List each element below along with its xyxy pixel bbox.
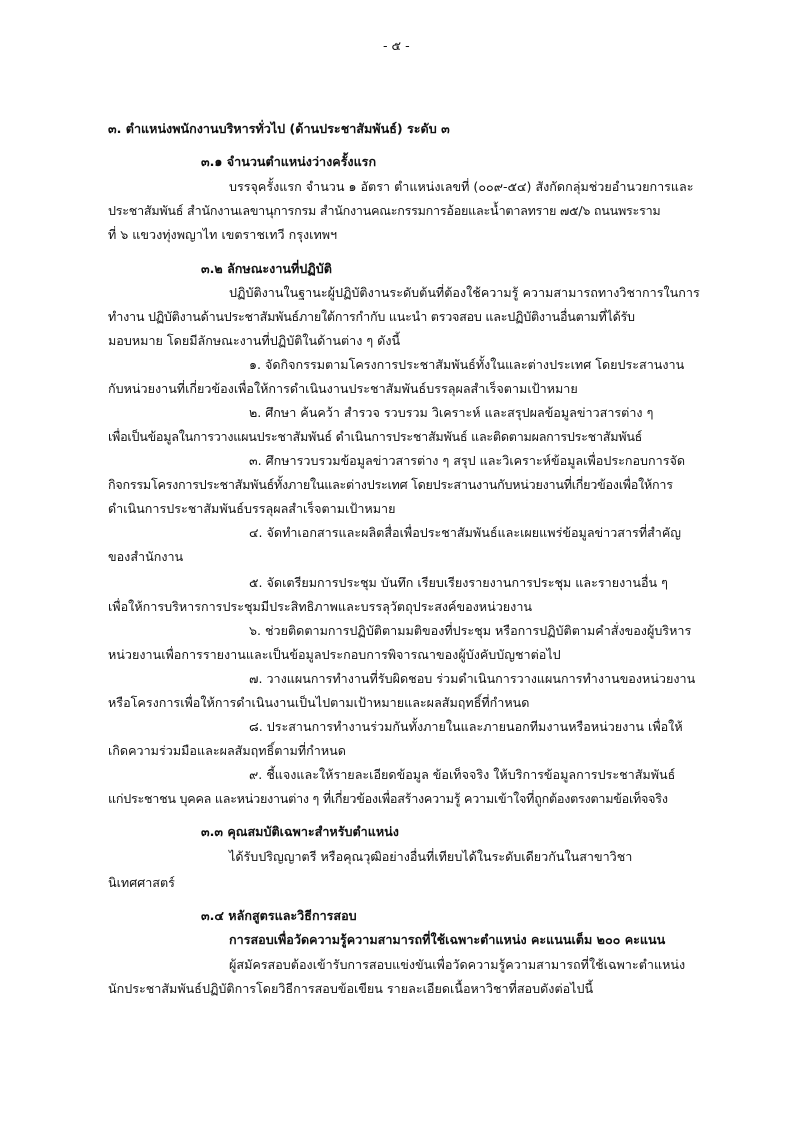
paragraph-line: ทำงาน ปฏิบัติงานด้านประชาสัมพันธ์ภายใต้การกำกับ แนะนำ ตรวจสอบ และปฏิบัติงานอื่นตามที่ได้รับ bbox=[108, 309, 635, 324]
list-item-continuation: กับหน่วยงานที่เกี่ยวข้องเพื่อให้การดำเนินงานประชาสัมพันธ์บรรลุผลสำเร็จตามเป้าหมาย bbox=[108, 381, 578, 396]
subsection-title-3-2: ๓.๒ ลักษณะงานที่ปฏิบัติ bbox=[201, 261, 332, 276]
list-item-continuation: หน่วยงานเพื่อการรายงานและเป็นข้อมูลประกอบการพิจารณาของผู้บังคับบัญชาต่อไป bbox=[108, 647, 561, 662]
paragraph-line: ผู้สมัครสอบต้องเข้ารับการสอบแข่งขันเพื่อวัดความรู้ความสามารถที่ใช้เฉพาะตำแหน่ง bbox=[229, 957, 686, 972]
paragraph-line: นิเทศศาสตร์ bbox=[108, 875, 175, 890]
list-item: ๗. วางแผนการทำงานที่รับผิดชอบ ร่วมดำเนินการวางแผนการทำงานของหน่วยงาน bbox=[249, 671, 696, 686]
section-heading: ๓. ตำแหน่งพนักงานบริหารทั่วไป (ด้านประชาสัมพันธ์) ระดับ ๓ bbox=[108, 121, 450, 136]
list-item: ๓. ศึกษารวบรวมข้อมูลข่าวสารต่าง ๆ สรุป และวิเคราะห์ข้อมูลเพื่อประกอบการจัด bbox=[249, 453, 686, 468]
list-item-continuation: หรือโครงการเพื่อให้การดำเนินงานเป็นไปตามเป้าหมายและผลสัมฤทธิ์ที่กำหนด bbox=[108, 695, 530, 710]
subsection-title-3-1: ๓.๑ จำนวนตำแหน่งว่างครั้งแรก bbox=[201, 154, 377, 169]
list-item: ๘. ประสานการทำงานร่วมกันทั้งภายในและภายนอกทีมงานหรือหน่วยงาน เพื่อให้ bbox=[249, 719, 683, 734]
subsection-title-3-3: ๓.๓ คุณสมบัติเฉพาะสำหรับตำแหน่ง bbox=[201, 824, 399, 839]
list-item-continuation: ของสำนักงาน bbox=[108, 549, 184, 564]
exam-subheading: การสอบเพื่อวัดความรู้ความสามารถที่ใช้เฉพาะตำแหน่ง คะแนนเต็ม ๒๐๐ คะแนน bbox=[229, 932, 666, 947]
list-item: ๖. ช่วยติดตามการปฏิบัติตามมติของที่ประชุม หรือการปฏิบัติตามคำสั่งของผู้บริหาร bbox=[249, 623, 692, 638]
list-item: ๙. ชี้แจงและให้รายละเอียดข้อมูล ข้อเท็จจริง ให้บริการข้อมูลการประชาสัมพันธ์ bbox=[249, 767, 676, 782]
list-item-continuation: เกิดความร่วมมือและผลสัมฤทธิ์ตามที่กำหนด bbox=[108, 743, 346, 758]
subsection-title-3-4: ๓.๔ หลักสูตรและวิธีการสอบ bbox=[201, 908, 357, 923]
list-item-continuation: เพื่อเป็นข้อมูลในการวางแผนประชาสัมพันธ์ ดำเนินการประชาสัมพันธ์ และติดตามผลการประชาสัมพันธ์ bbox=[108, 429, 643, 444]
page-number: - ๕ - bbox=[383, 38, 410, 53]
list-item: ๕. จัดเตรียมการประชุม บันทึก เรียบเรียงรายงานการประชุม และรายงานอื่น ๆ bbox=[249, 575, 668, 590]
paragraph-line: ปฏิบัติงานในฐานะผู้ปฏิบัติงานระดับต้นที่ต้องใช้ความรู้ ความสามารถทางวิชาการในการ bbox=[229, 285, 700, 300]
list-item: ๔. จัดทำเอกสารและผลิตสื่อเพื่อประชาสัมพันธ์และเผยแพร่ข้อมูลข่าวสารที่สำคัญ bbox=[249, 525, 682, 540]
list-item: ๒. ศึกษา ค้นคว้า สำรวจ รวบรวม วิเคราะห์ และสรุปผลข้อมูลข่าวสารต่าง ๆ bbox=[249, 405, 654, 420]
paragraph-line: มอบหมาย โดยมีลักษณะงานที่ปฏิบัติในด้านต่าง ๆ ดังนี้ bbox=[108, 333, 401, 348]
list-item-continuation: กิจกรรมโครงการประชาสัมพันธ์ทั้งภายในและต่างประเทศ โดยประสานงานกับหน่วยงานที่เกี่ยวข้องเพื่อให้การ bbox=[108, 477, 673, 492]
paragraph-line: ที่ ๖ แขวงทุ่งพญาไท เขตราชเทวี กรุงเทพฯ bbox=[108, 227, 338, 242]
paragraph-line: นักประชาสัมพันธ์ปฏิบัติการโดยวิธีการสอบข้อเขียน รายละเอียดเนื้อหาวิชาที่สอบดังต่อไปนี้ bbox=[108, 981, 594, 996]
paragraph-line: ได้รับปริญญาตรี หรือคุณวุฒิอย่างอื่นที่เทียบได้ในระดับเดียวกันในสาขาวิชา bbox=[229, 849, 633, 864]
list-item-continuation: แก่ประชาชน บุคคล และหน่วยงานต่าง ๆ ที่เกี่ยวข้องเพื่อสร้างความรู้ ความเข้าใจที่ถูกต้องตรงตามข้อเท็จจริง bbox=[108, 791, 668, 806]
list-item-continuation: ดำเนินการประชาสัมพันธ์บรรลุผลสำเร็จตามเป้าหมาย bbox=[108, 501, 396, 516]
paragraph-line: ประชาสัมพันธ์ สำนักงานเลขานุการกรม สำนักงานคณะกรรมการอ้อยและน้ำตาลทราย ๗๕/๖ ถนนพระราม bbox=[108, 203, 661, 218]
list-item-continuation: เพื่อให้การบริหารการประชุมมีประสิทธิภาพและบรรลุวัตถุประสงค์ของหน่วยงาน bbox=[108, 599, 532, 614]
paragraph-line: บรรจุครั้งแรก จำนวน ๑ อัตรา ตำแหน่งเลขที่ (๐๐๙-๕๔) สังกัดกลุ่มช่วยอำนวยการและ bbox=[229, 179, 694, 194]
list-item: ๑. จัดกิจกรรมตามโครงการประชาสัมพันธ์ทั้งในและต่างประเทศ โดยประสานงาน bbox=[249, 357, 685, 372]
